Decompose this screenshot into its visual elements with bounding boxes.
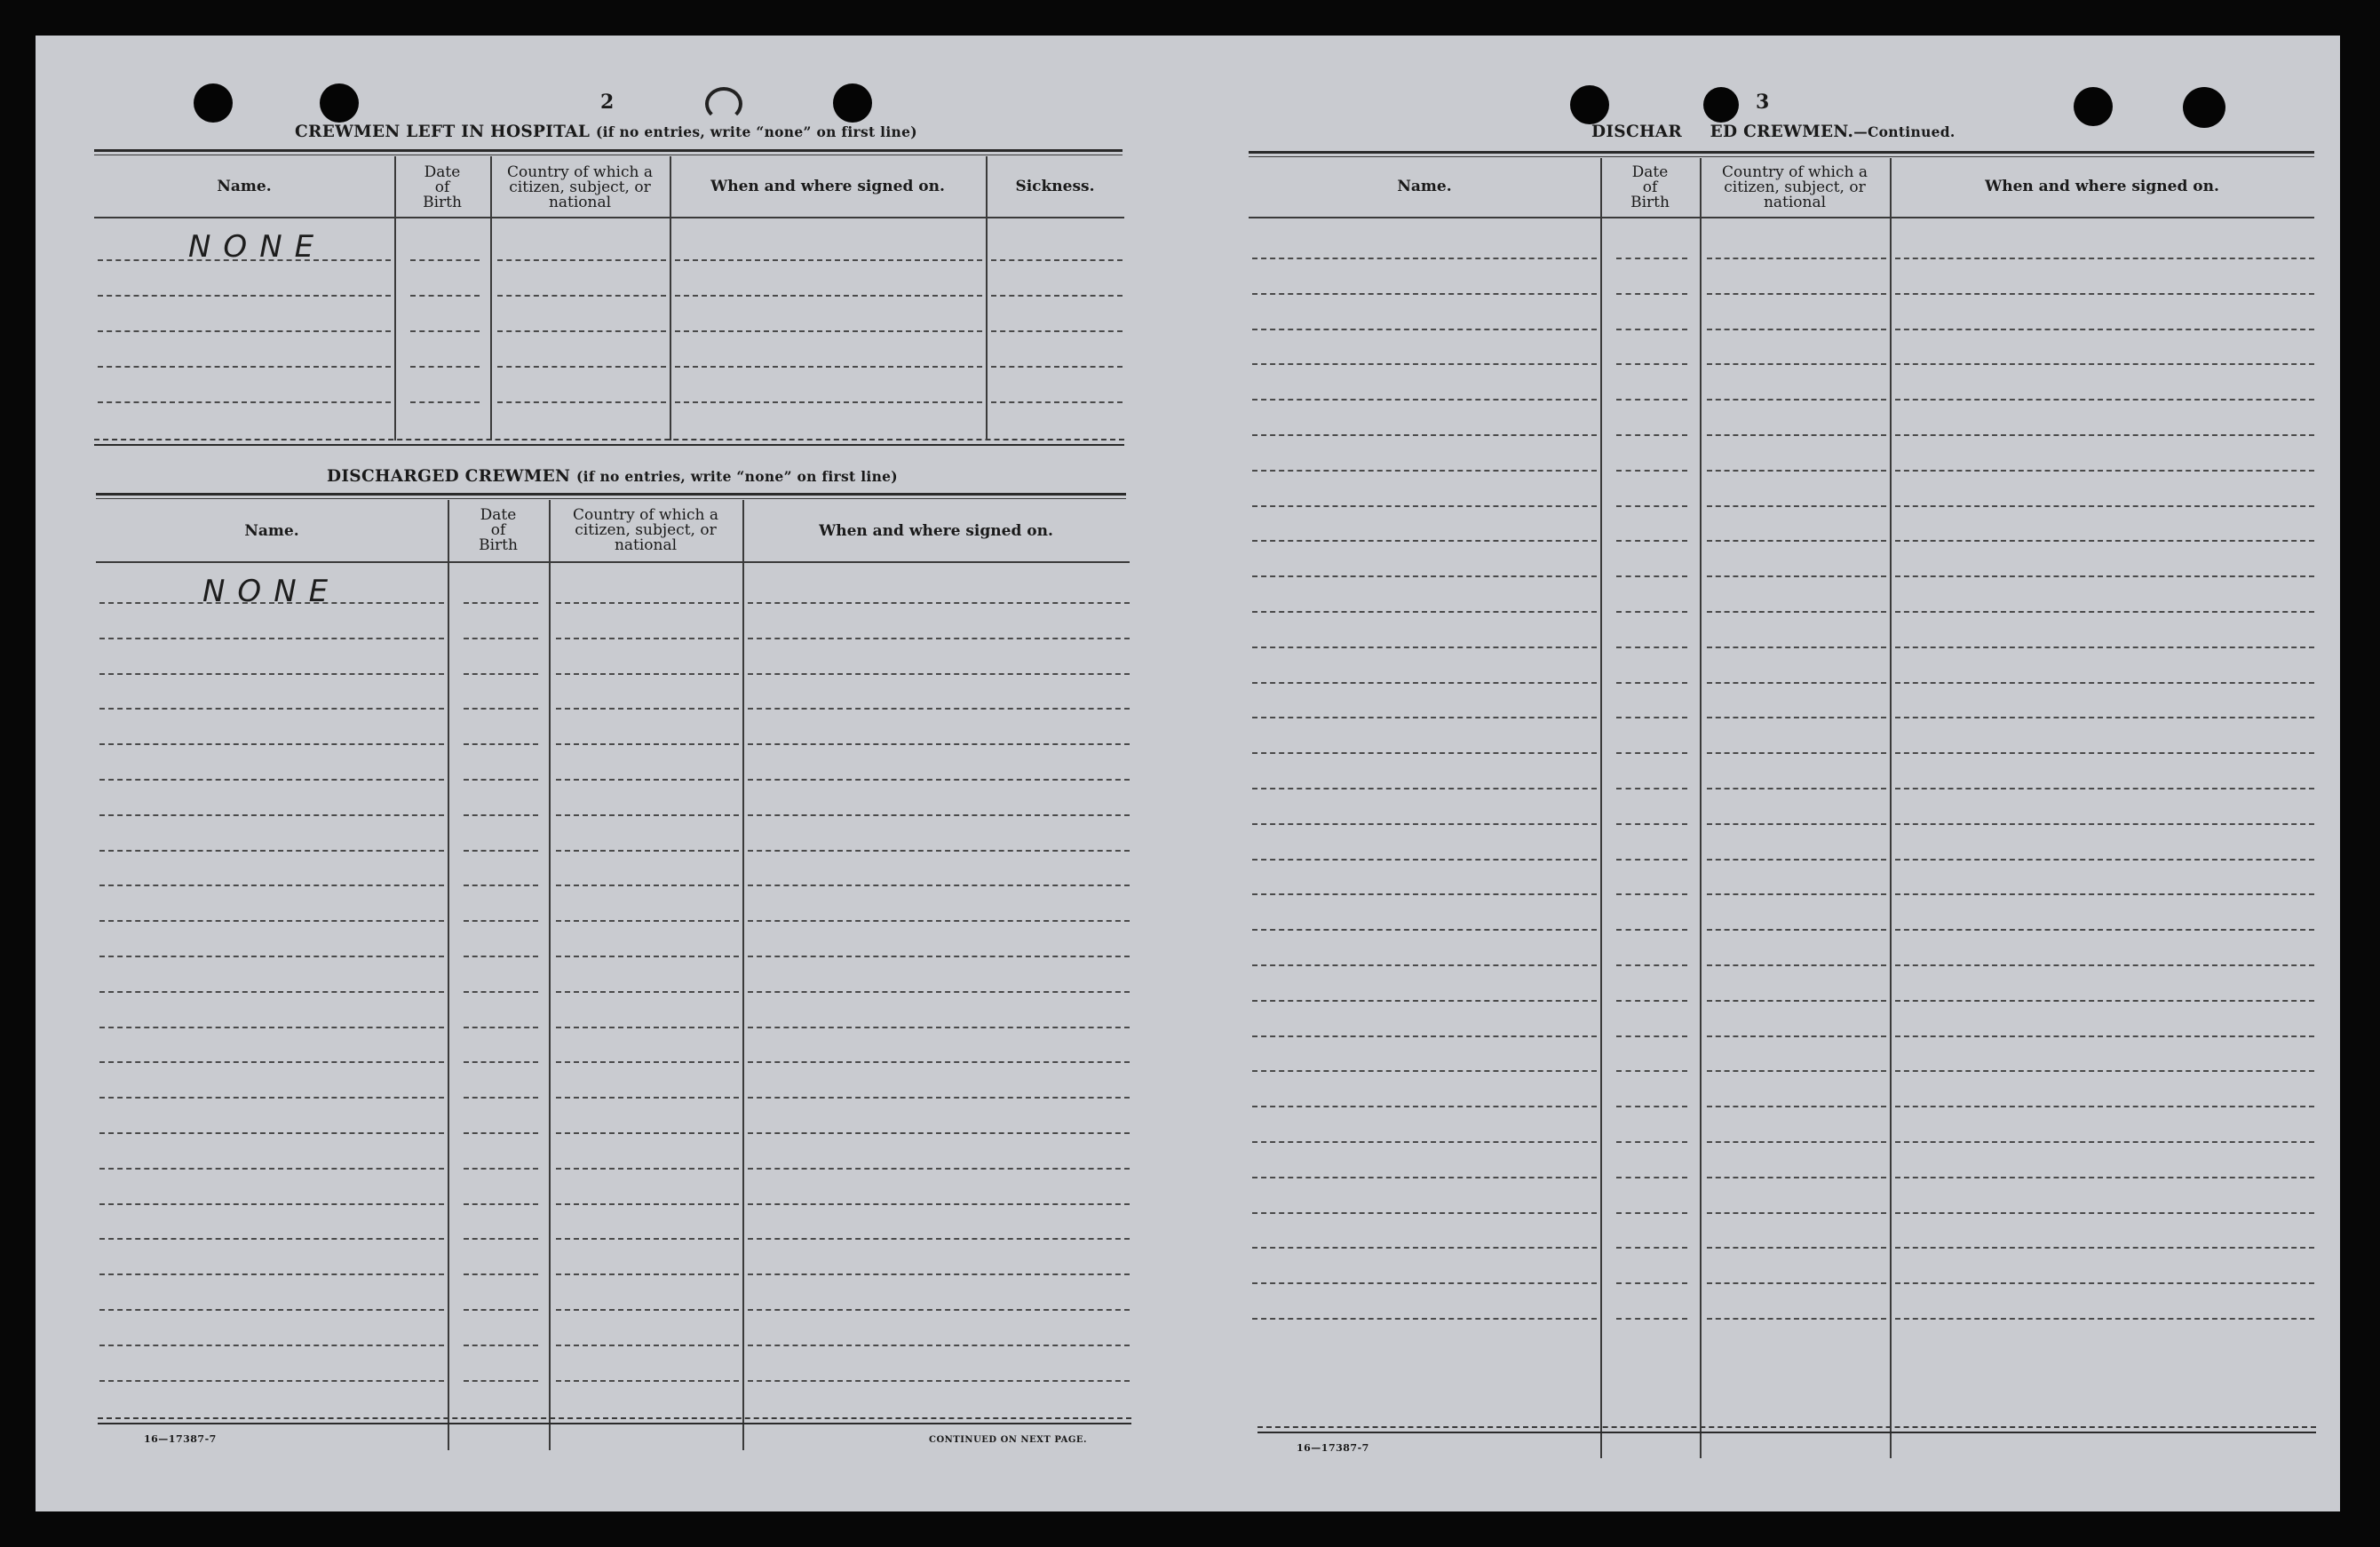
ruled-line <box>1252 1247 1597 1249</box>
ruled-line <box>748 1027 1130 1028</box>
ruled-line <box>464 920 538 922</box>
ruled-line <box>1252 1212 1597 1214</box>
page-number-left: 2 <box>600 91 615 114</box>
punch-hole <box>1703 87 1739 123</box>
ruled-line <box>1895 258 2314 259</box>
ruled-line <box>748 1380 1130 1382</box>
ruled-line <box>748 602 1130 604</box>
ruled-line <box>748 1203 1130 1205</box>
ruled-line <box>464 1238 538 1240</box>
ruled-line <box>1895 1106 2314 1107</box>
ruled-line <box>464 743 538 745</box>
ruled-line <box>1895 505 2314 507</box>
ruled-line <box>98 259 391 261</box>
ruled-line <box>99 885 444 886</box>
handwritten-entry-none: NONE <box>202 574 341 609</box>
column-header-date-of-birth: Date of Birth <box>1630 163 1670 211</box>
continued-note: CONTINUED ON NEXT PAGE. <box>929 1435 1088 1445</box>
ruled-line <box>1707 1070 1886 1072</box>
ruled-line <box>1616 717 1687 718</box>
column-header-name: Name. <box>217 178 272 195</box>
column-divider <box>670 156 671 440</box>
column-header-country: Country of which a citizen, subject, or national <box>507 163 653 211</box>
ruled-line <box>1616 859 1687 861</box>
ruled-line <box>556 850 739 852</box>
ruled-line <box>748 1168 1130 1170</box>
ruled-line <box>1616 470 1687 472</box>
ruled-line <box>1707 1212 1886 1214</box>
ruled-line <box>1895 575 2314 577</box>
ruled-line <box>497 330 666 332</box>
ruled-line <box>464 850 538 852</box>
ruled-line <box>1616 929 1687 931</box>
column-header-date-of-birth: Date of Birth <box>479 506 518 554</box>
rule <box>1257 1432 2316 1433</box>
hospital-section-title: CREWMEN LEFT IN HOSPITAL (if no entries, write “none” on first line) <box>295 123 917 141</box>
ruled-line <box>464 1027 538 1028</box>
ruled-line <box>464 1097 538 1099</box>
ruled-line <box>748 708 1130 710</box>
ruled-line <box>556 602 739 604</box>
column-header-signed-on: When and where signed on. <box>819 522 1053 540</box>
ruled-line <box>556 1273 739 1275</box>
ruled-line <box>1252 611 1597 613</box>
ruled-line <box>1707 293 1886 295</box>
ruled-line <box>1616 1000 1687 1002</box>
ruled-line <box>748 779 1130 781</box>
ruled-line <box>1252 1141 1597 1143</box>
ruled-line <box>1707 929 1886 931</box>
ruled-line <box>1895 540 2314 542</box>
ruled-line <box>1616 363 1687 365</box>
ruled-line <box>1252 752 1597 754</box>
ruled-line <box>99 956 444 957</box>
ruled-line <box>748 1345 1130 1346</box>
ruled-line <box>1707 575 1886 577</box>
ruled-line <box>1895 929 2314 931</box>
ruled-line <box>1895 682 2314 684</box>
ruled-line <box>1895 611 2314 613</box>
ruled-line <box>1707 470 1886 472</box>
ruled-line <box>1895 399 2314 401</box>
ruled-line <box>98 295 391 297</box>
rule <box>98 1423 1131 1424</box>
rule <box>1249 151 2314 154</box>
ruled-line <box>1895 788 2314 789</box>
ruled-line <box>1616 1282 1687 1284</box>
ruled-line <box>99 779 444 781</box>
ruled-line <box>1707 752 1886 754</box>
ruled-line <box>1895 1070 2314 1072</box>
ruled-line <box>556 991 739 993</box>
ruled-line <box>1616 1106 1687 1107</box>
rule <box>1257 1426 2316 1428</box>
punch-hole <box>194 83 233 123</box>
ruled-line <box>1616 329 1687 330</box>
ruled-line <box>556 743 739 745</box>
ruled-line <box>1252 823 1597 825</box>
ruled-line <box>1707 682 1886 684</box>
ruled-line <box>1252 682 1597 684</box>
ruled-line <box>1252 1000 1597 1002</box>
ruled-line <box>556 1061 739 1063</box>
rule <box>94 444 1124 446</box>
ruled-line <box>1895 1141 2314 1143</box>
ruled-line <box>556 1238 739 1240</box>
ruled-line <box>1895 363 2314 365</box>
ruled-line <box>1895 752 2314 754</box>
ruled-line <box>556 814 739 816</box>
right-section-title: DISCHAR ED CREWMEN.—Continued. <box>1591 123 1956 141</box>
page-number-right: 3 <box>1756 91 1770 114</box>
ruled-line <box>1252 859 1597 861</box>
ruled-line <box>1616 293 1687 295</box>
ruled-line <box>1616 505 1687 507</box>
ruled-line <box>497 259 666 261</box>
ruled-line <box>1252 1035 1597 1037</box>
ruled-line <box>748 673 1130 675</box>
ruled-line <box>556 1203 739 1205</box>
handwritten-entry-none: NONE <box>188 229 327 265</box>
column-divider <box>986 156 988 440</box>
ruled-line <box>99 1132 444 1134</box>
ruled-line <box>1895 964 2314 966</box>
ruled-line <box>464 956 538 957</box>
scanned-document <box>36 36 2340 1511</box>
ruled-line <box>1707 647 1886 648</box>
ruled-line <box>556 1132 739 1134</box>
ruled-line <box>99 1273 444 1275</box>
ruled-line <box>991 259 1123 261</box>
column-divider <box>742 500 744 1450</box>
ruled-line <box>1252 647 1597 648</box>
ruled-line <box>556 1380 739 1382</box>
ruled-line <box>99 638 444 639</box>
ruled-line <box>556 638 739 639</box>
ruled-line <box>1707 1141 1886 1143</box>
column-header-name: Name. <box>244 522 299 540</box>
ruled-line <box>1616 752 1687 754</box>
ruled-line <box>1252 1177 1597 1178</box>
ruled-line <box>1707 258 1886 259</box>
ruled-line <box>748 850 1130 852</box>
ruled-line <box>99 1027 444 1028</box>
ruled-line <box>675 295 982 297</box>
ruled-line <box>748 885 1130 886</box>
ruled-line <box>1252 470 1597 472</box>
ruled-line <box>464 1203 538 1205</box>
ruled-line <box>991 366 1123 368</box>
ruled-line <box>556 779 739 781</box>
ruled-line <box>464 638 538 639</box>
ruled-line <box>1616 893 1687 895</box>
ruled-line <box>1895 823 2314 825</box>
ruled-line <box>1616 647 1687 648</box>
ruled-line <box>1707 964 1886 966</box>
ruled-line <box>1616 1035 1687 1037</box>
ruled-line <box>1616 258 1687 259</box>
ruled-line <box>464 1380 538 1382</box>
ruled-line <box>1707 893 1886 895</box>
rule <box>94 149 1123 152</box>
rule <box>94 439 1124 440</box>
ruled-line <box>99 1309 444 1311</box>
ruled-line <box>464 1061 538 1063</box>
ruled-line <box>1252 1282 1597 1284</box>
ruled-line <box>98 366 391 368</box>
ruled-line <box>1895 893 2314 895</box>
ruled-line <box>1252 293 1597 295</box>
rule <box>94 217 1124 218</box>
ruled-line <box>464 814 538 816</box>
ruled-line <box>556 708 739 710</box>
ruled-line <box>1895 717 2314 718</box>
ruled-line <box>1252 717 1597 718</box>
rule <box>96 498 1126 499</box>
ruled-line <box>1895 329 2314 330</box>
ruled-line <box>464 1132 538 1134</box>
ruled-line <box>556 956 739 957</box>
ruled-line <box>675 401 982 403</box>
form-number-right: 16—17387-7 <box>1297 1442 1369 1454</box>
ruled-line <box>748 920 1130 922</box>
ruled-line <box>556 1168 739 1170</box>
ruled-line <box>98 330 391 332</box>
ruled-line <box>748 814 1130 816</box>
ruled-line <box>1252 575 1597 577</box>
column-header-country: Country of which a citizen, subject, or national <box>573 506 718 554</box>
ruled-line <box>1616 1212 1687 1214</box>
ruled-line <box>99 920 444 922</box>
ruled-line <box>1616 1177 1687 1178</box>
ruled-line <box>1252 788 1597 789</box>
ruled-line <box>1895 859 2314 861</box>
column-divider <box>549 500 551 1450</box>
ruled-line <box>1252 1106 1597 1107</box>
ruled-line <box>1616 1070 1687 1072</box>
ruled-line <box>497 401 666 403</box>
ruled-line <box>1895 1000 2314 1002</box>
ruled-line <box>556 673 739 675</box>
ruled-line <box>1252 505 1597 507</box>
ruled-line <box>556 1097 739 1099</box>
ruled-line <box>1616 575 1687 577</box>
ruled-line <box>1895 1282 2314 1284</box>
ruled-line <box>675 259 982 261</box>
punch-hole <box>320 83 359 123</box>
ruled-line <box>1707 1035 1886 1037</box>
punch-hole-partial <box>705 87 742 121</box>
ruled-line <box>1252 929 1597 931</box>
ruled-line <box>1707 717 1886 718</box>
ruled-line <box>675 366 982 368</box>
column-header-sickness: Sickness. <box>1015 178 1095 195</box>
ruled-line <box>675 330 982 332</box>
column-header-signed-on: When and where signed on. <box>710 178 945 195</box>
ruled-line <box>1252 1070 1597 1072</box>
ruled-line <box>556 1345 739 1346</box>
ruled-line <box>1895 434 2314 436</box>
ruled-line <box>991 295 1123 297</box>
ruled-line <box>1616 540 1687 542</box>
ruled-line <box>1707 859 1886 861</box>
ruled-line <box>99 850 444 852</box>
ruled-line <box>1252 329 1597 330</box>
rule <box>1249 156 2314 157</box>
rule <box>96 493 1126 496</box>
punch-hole <box>1570 85 1609 124</box>
column-header-country: Country of which a citizen, subject, or national <box>1722 163 1868 211</box>
ruled-line <box>464 779 538 781</box>
ruled-line <box>99 1345 444 1346</box>
ruled-line <box>1707 1177 1886 1178</box>
ruled-line <box>464 673 538 675</box>
ruled-line <box>464 991 538 993</box>
rule <box>96 561 1130 563</box>
ruled-line <box>464 1309 538 1311</box>
ruled-line <box>99 1380 444 1382</box>
punch-hole <box>2183 87 2225 128</box>
ruled-line <box>99 708 444 710</box>
ruled-line <box>464 1273 538 1275</box>
ruled-line <box>1616 1247 1687 1249</box>
column-divider <box>448 500 449 1450</box>
ruled-line <box>1707 434 1886 436</box>
ruled-line <box>99 1238 444 1240</box>
ruled-line <box>748 1097 1130 1099</box>
ruled-line <box>1895 1318 2314 1320</box>
ruled-line <box>99 1097 444 1099</box>
discharged-section-title: DISCHARGED CREWMEN (if no entries, write “none” on first line) <box>327 467 898 486</box>
ruled-line <box>991 330 1123 332</box>
ruled-line <box>1616 682 1687 684</box>
ruled-line <box>1895 1177 2314 1178</box>
ruled-line <box>748 991 1130 993</box>
ruled-line <box>410 259 480 261</box>
ruled-line <box>748 1061 1130 1063</box>
ruled-line <box>748 638 1130 639</box>
ruled-line <box>1895 470 2314 472</box>
column-divider <box>1890 158 1892 1458</box>
ruled-line <box>464 885 538 886</box>
ruled-line <box>1252 964 1597 966</box>
ruled-line <box>1252 399 1597 401</box>
ruled-line <box>1616 788 1687 789</box>
ruled-line <box>1252 363 1597 365</box>
column-divider <box>1700 158 1702 1458</box>
ruled-line <box>1616 823 1687 825</box>
ruled-line <box>1252 893 1597 895</box>
ruled-line <box>1707 788 1886 789</box>
ruled-line <box>1895 1035 2314 1037</box>
ruled-line <box>1252 540 1597 542</box>
ruled-line <box>99 814 444 816</box>
ruled-line <box>1707 1282 1886 1284</box>
column-header-name: Name. <box>1397 178 1452 195</box>
ruled-line <box>1707 505 1886 507</box>
ruled-line <box>1895 1247 2314 1249</box>
ruled-line <box>556 885 739 886</box>
ruled-line <box>464 1345 538 1346</box>
ruled-line <box>99 673 444 675</box>
column-divider <box>1600 158 1602 1458</box>
ruled-line <box>1252 1318 1597 1320</box>
ruled-line <box>99 1061 444 1063</box>
ruled-line <box>1252 434 1597 436</box>
ruled-line <box>556 1027 739 1028</box>
punch-hole <box>2074 87 2113 126</box>
ruled-line <box>99 1203 444 1205</box>
rule <box>98 1417 1131 1419</box>
ruled-line <box>748 1132 1130 1134</box>
ruled-line <box>464 1168 538 1170</box>
ruled-line <box>1616 399 1687 401</box>
column-header-signed-on: When and where signed on. <box>1985 178 2219 195</box>
ruled-line <box>1707 329 1886 330</box>
ruled-line <box>99 991 444 993</box>
ruled-line <box>1707 1000 1886 1002</box>
form-number-left: 16—17387-7 <box>144 1433 217 1445</box>
ruled-line <box>556 1309 739 1311</box>
ruled-line <box>1707 399 1886 401</box>
column-header-date-of-birth: Date of Birth <box>423 163 462 211</box>
ruled-line <box>410 295 480 297</box>
rule <box>1249 217 2314 218</box>
ruled-line <box>1616 964 1687 966</box>
punch-hole <box>833 83 872 123</box>
ruled-line <box>410 401 480 403</box>
ruled-line <box>1707 611 1886 613</box>
ruled-line <box>1252 258 1597 259</box>
ruled-line <box>497 366 666 368</box>
ruled-line <box>748 743 1130 745</box>
ruled-line <box>991 401 1123 403</box>
ruled-line <box>1895 1212 2314 1214</box>
ruled-line <box>99 743 444 745</box>
ruled-line <box>1616 611 1687 613</box>
ruled-line <box>98 401 391 403</box>
ruled-line <box>464 708 538 710</box>
ruled-line <box>99 1168 444 1170</box>
ruled-line <box>1707 540 1886 542</box>
ruled-line <box>1616 434 1687 436</box>
ruled-line <box>1707 823 1886 825</box>
ruled-line <box>748 1273 1130 1275</box>
ruled-line <box>1895 293 2314 295</box>
ruled-line <box>1707 1318 1886 1320</box>
ruled-line <box>410 330 480 332</box>
ruled-line <box>1707 363 1886 365</box>
ruled-line <box>497 295 666 297</box>
ruled-line <box>556 920 739 922</box>
ruled-line <box>1895 647 2314 648</box>
ruled-line <box>748 1238 1130 1240</box>
ruled-line <box>464 602 538 604</box>
ruled-line <box>1616 1318 1687 1320</box>
ruled-line <box>1707 1106 1886 1107</box>
ruled-line <box>1707 1247 1886 1249</box>
ruled-line <box>410 366 480 368</box>
ruled-line <box>748 1309 1130 1311</box>
ruled-line <box>1616 1141 1687 1143</box>
ruled-line <box>99 602 444 604</box>
ruled-line <box>748 956 1130 957</box>
